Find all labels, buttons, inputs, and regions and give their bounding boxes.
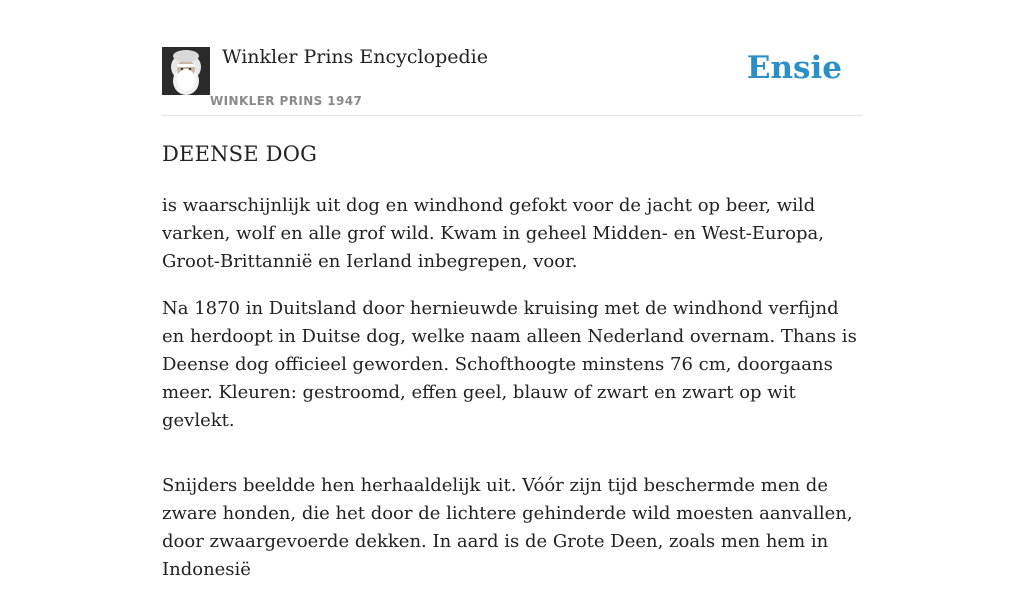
site-subtitle: WINKLER PRINS 1947 <box>210 94 363 108</box>
article-paragraph: Snijders beeldde hen herhaaldelijk uit. Vóór zijn tijd beschermde men de zware honden, die het door de lichtere gehinderde wild moesten aanvallen, door zwaargevoerde dekken. In aard is de Grote Deen, zoals men hem in Indonesië <box>162 475 853 580</box>
ensie-logo[interactable]: Ensie <box>746 50 842 86</box>
avatar[interactable] <box>162 47 210 95</box>
article <box>162 138 862 603</box>
article-paragraph: is waarschijnlijk uit dog en windhond gefokt voor de jacht op beer, wild varken, wolf en alle grof wild. Kwam in geheel Midden- en West-Europa, Groot-Brittannië en Ierland inbegrepen, voor. <box>162 195 824 272</box>
bearded-man-portrait-icon <box>162 47 210 95</box>
article-paragraph: Na 1870 in Duitsland door hernieuwde kruising met de windhond verfijnd en herdoopt in Duitse dog, welke naam alleen Nederland overnam. Thans is Deense dog officieel geworden. Schofthoogte minstens 76 cm, doorgaans meer. Kleuren: gestroomd, effen geel, blauw of zwart en zwart op wit gevlekt. <box>162 298 857 431</box>
article-title: DEENSE DOG <box>162 142 318 166</box>
site-title[interactable]: Winkler Prins Encyclopedie <box>222 46 488 68</box>
site-header <box>162 0 862 116</box>
